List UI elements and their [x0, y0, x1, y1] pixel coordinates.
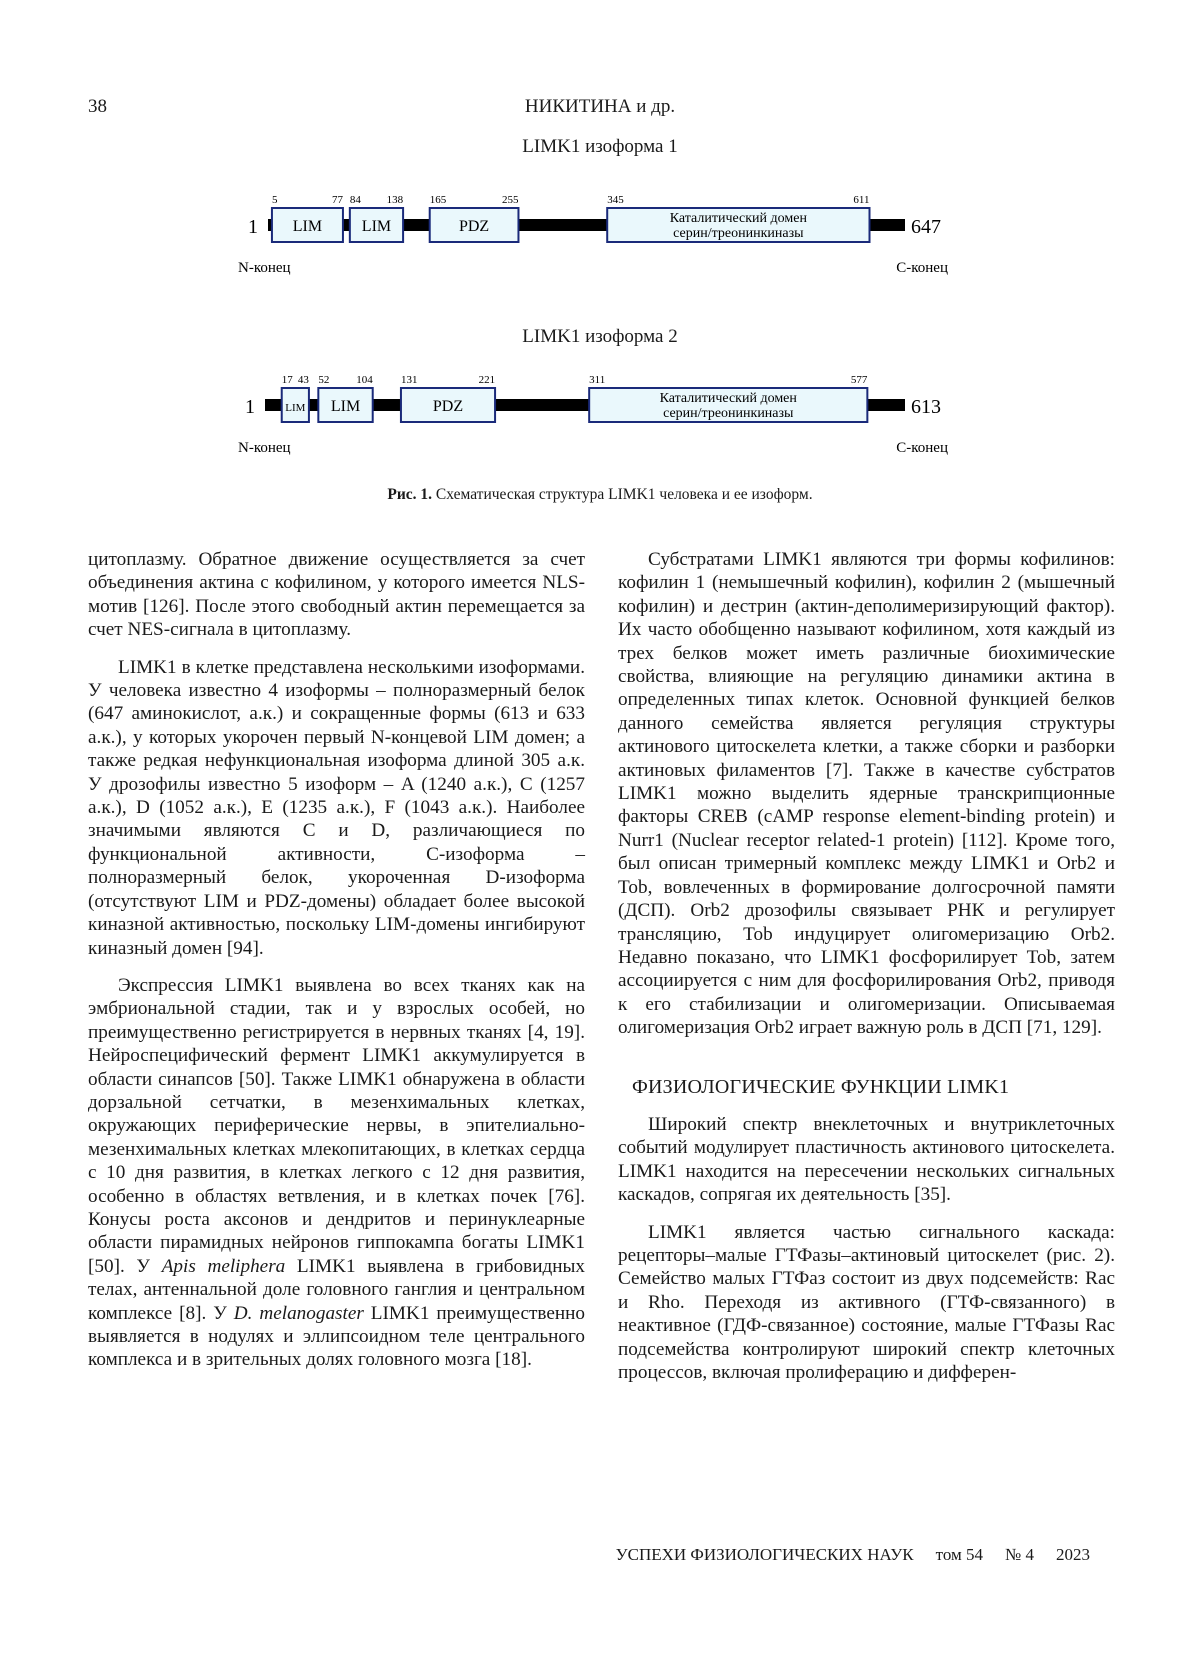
footer	[616, 1545, 1090, 1565]
text-span: Экспрессия LIMK1 выявлена во всех тканях как на эмбриональной стадии, так и у взрослых особей, но преимущественно регистрируется в нервных тканях [4, 19]. Нейроспецифический фермент LIMK1 аккумулируется в области синапсов [50]. Также LIMK1 обнаружена в области дорзальной сетчатки, в мезенхимальных клетках, окружающих периферические нервы, в эпителиально-мезенхимальных клетках млекопитающих, в клетках сердца с 10 дня развития, в клетках легкого с 12 дня развития, особенно в областях ветвления, и в клетках почек [76]. Конусы роста аксонов и дендритов и перинуклеарные области пирамидных нейронов гиппокампа богаты LIMK1 [50]. У	[88, 974, 585, 1277]
domain-end-position: 104	[356, 374, 373, 386]
isoform-2-diagram	[0, 358, 1200, 458]
domain-end-position: 138	[386, 194, 404, 206]
paragraph-cascade: LIMK1 является частью сигнального каскада: рецепторы–малые ГТФазы–актиновый цитоскелет (рис. 2). Семейство малых ГТФаз состоит из двух подсемейств: Rac и Rho. Переходя из активного (ГТФ-связанного) в неактивное (ГДФ-связанное) состояние, малые ГТФазы Rac подсемейства контролируют широкий спектр клеточных процессов, включая пролиферацию и дифферен-	[618, 1221, 1115, 1383]
domain-end-position: 43	[297, 374, 309, 386]
right-column	[618, 548, 1115, 1398]
domain-end-position: 611	[853, 194, 870, 206]
species-name: Apis meliphera	[161, 1255, 286, 1277]
running-title: НИКИТИНА и др.	[524, 96, 676, 117]
end-residue-label: 613	[911, 396, 941, 418]
isoform-1-title: LIMK1 изоформа 1	[522, 136, 678, 157]
start-residue-label: 1	[245, 396, 255, 418]
c-terminus-label: C-конец	[896, 440, 948, 456]
domain-label: серин/треонинкиназы	[663, 406, 794, 421]
caption-label: Рис. 1.	[387, 486, 433, 503]
domain-label: Каталитический домен	[659, 391, 797, 406]
domain-label: LIM	[285, 402, 306, 414]
paragraph-expression	[88, 974, 585, 1372]
domain-start-position: 345	[607, 194, 624, 206]
domain-end-position: 577	[850, 374, 868, 386]
domain-label: PDZ	[432, 398, 464, 415]
year: 2023	[1056, 1545, 1090, 1564]
domain-start-position: 84	[349, 194, 361, 206]
domain-end-position: 77	[331, 194, 343, 206]
domain-label: Каталитический домен	[669, 211, 807, 226]
n-terminus-label: N-конец	[238, 440, 291, 456]
figure-caption	[0, 486, 1200, 504]
domain-start-position: 17	[281, 374, 293, 386]
domain-start-position: 131	[400, 374, 418, 386]
caption-text: Схематическая структура LIMK1 человека и ее изоформ.	[432, 486, 813, 503]
end-residue-label: 647	[911, 216, 941, 238]
volume: том 54	[935, 1545, 984, 1564]
start-residue-label: 1	[248, 216, 258, 238]
paragraph-isoforms: LIMK1 в клетке представлена несколькими изоформами. У человека известно 4 изоформы – полноразмерный белок (647 аминокислот, а.к.) и сокращенные формы (613 и 633 а.к.), у которых укорочен первый N-концевой LIM домен; а также редкая нефункциональная изоформа длиной 305 а.к. У дрозофилы известно 5 изоформ – A (1240 а.к.), C (1257 а.к.), D (1052 а.к.), E (1235 а.к.), F (1043 а.к.). Наиболее значимыми являются C и D, различающиеся по функциональной активности, C-изоформа – полноразмерный белок, укороченная D-изоформа (отсутствуют LIM и PDZ-домены) обладает более высокой киназной активностью, поскольку LIM-домены ингибируют киназный домен [94].	[88, 656, 585, 959]
left-column	[88, 548, 585, 1386]
c-terminus-label: C-конец	[896, 260, 948, 276]
section-heading: ФИЗИОЛОГИЧЕСКИЕ ФУНКЦИИ LIMK1	[632, 1075, 1010, 1098]
text-span: LIMK1 преимущественно выявляется в нодулях и эллипсоидном теле центрального комплекса и в зрительных долях головного мозга [18].	[88, 1302, 585, 1371]
page-number: 38	[88, 96, 107, 117]
n-terminus-label: N-конец	[238, 260, 291, 276]
isoform-1-diagram	[0, 170, 1200, 276]
domain-label: LIM	[361, 218, 392, 235]
domain-start-position: 52	[318, 374, 330, 386]
paragraph-cytoplasm: цитоплазму. Обратное движение осуществляется за счет объединения актина с кофилином, у которого имеется NLS-мотив [126]. После этого свободный актин перемещается за счет NES-сигнала в цитоплазму.	[88, 549, 585, 641]
species-name: D. melanogaster	[233, 1302, 364, 1324]
domain-start-position: 5	[271, 194, 278, 206]
issue: № 4	[1005, 1545, 1034, 1564]
isoform-2-title: LIMK1 изоформа 2	[522, 326, 678, 347]
domain-label: PDZ	[458, 218, 490, 235]
text-span: LIMK1 выявлена в грибовидных телах, антеннальной доле головного ганглия и центральном комплексе [8]. У	[88, 1255, 585, 1324]
domain-end-position: 255	[501, 194, 519, 206]
domain-label: LIM	[330, 398, 361, 415]
journal-name: УСПЕХИ ФИЗИОЛОГИЧЕСКИХ НАУК	[615, 1545, 914, 1564]
domain-start-position: 311	[589, 374, 606, 386]
domain-end-position: 221	[478, 374, 496, 386]
domain-label: LIM	[292, 218, 323, 235]
domain-start-position: 165	[429, 194, 447, 206]
domain-label: серин/треонинкиназы	[673, 226, 804, 241]
paragraph-spectrum: Широкий спектр внеклеточных и внутриклеточных событий модулирует пластичность актинового цитоскелета. LIMK1 находится на пересечении нескольких сигнальных каскадов, сопрягая их деятельность [35].	[618, 1113, 1115, 1206]
paragraph-substrates: Субстратами LIMK1 являются три формы кофилинов: кофилин 1 (немышечный кофилин), кофилин 2 (мышечный кофилин) и дестрин (актин-деполимеризирующий фактор). Их часто обобщенно называют кофилином, хотя каждый из трех белков может иметь различные биохимические свойства, влияющие на регуляцию динамики актина в определенных типах клеток. Основной функцией белков данного семейства является регуляция структуры актинового цитоскелета клетки, а также сборки и разборки актиновых филаментов [7]. Также в качестве субстратов LIMK1 можно выделить ядерные транскрипционные факторы CREB (cAMP response element-binding protein) и Nurr1 (Nuclear receptor related-1 protein) [112]. Кроме того, был описан тримерный комплекс между LIMK1 и Orb2 и Tob, вовлеченных в формирование долгосрочной памяти (ДСП). Orb2 дрозофилы связывает РНК и регулирует трансляцию, Tob индуцирует олигомеризацию Orb2. Недавно показано, что LIMK1 фосфорилирует Tob, затем ассоциируется с ним для фосфорилирования Orb2, приводя к его стабилизации и олигомеризации. Описываемая олигомеризация Orb2 играет важную роль в ДСП [71, 129].	[618, 549, 1115, 1039]
